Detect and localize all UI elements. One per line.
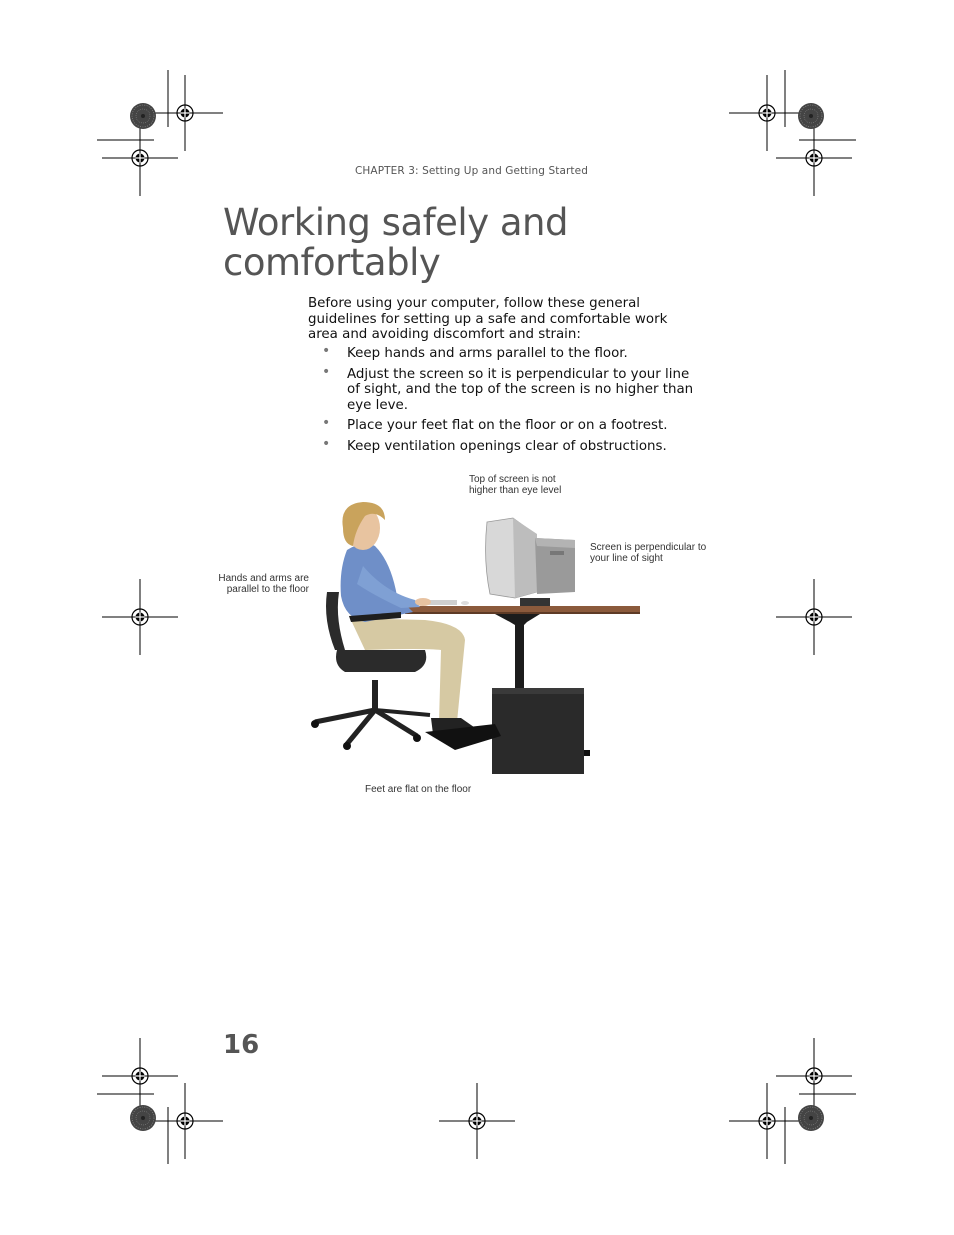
list-item-text: Place your feet flat on the floor or on a footrest. [347,418,668,433]
guideline-list [322,343,700,459]
list-item-text: Keep hands and arms parallel to the floor. [347,346,628,361]
list-item [322,343,700,362]
list-item [322,435,700,455]
bullet-icon: • [322,343,331,359]
caption-screen-angle: Screen is perpendicular to your line of sight [590,542,707,564]
caption-feet: Feet are flat on the floor [365,784,472,795]
list-item-text: Adjust the screen so it is perpendicular to your line of sight, and the top of the screen is no higher than eye leve. [347,366,694,413]
page-title: Working safely and comfortably [223,201,568,284]
list-item-text: Keep ventilation openings clear of obstructions. [347,438,667,454]
list-item [322,363,700,414]
bullet-icon: • [322,363,331,380]
page-number: 16 [223,1030,260,1060]
chapter-header: CHAPTER 3: Setting Up and Getting Started [355,165,588,177]
bullet-icon: • [322,435,331,452]
bullet-icon: • [322,415,331,431]
caption-screen-height: Top of screen is not higher than eye level [469,474,562,496]
caption-arms: Hands and arms are parallel to the floor [218,573,309,595]
intro-paragraph: Before using your computer, follow these general guidelines for setting up a safe and comfortable work area and avoiding discomfort and strain: [308,296,668,342]
list-item [322,415,700,434]
